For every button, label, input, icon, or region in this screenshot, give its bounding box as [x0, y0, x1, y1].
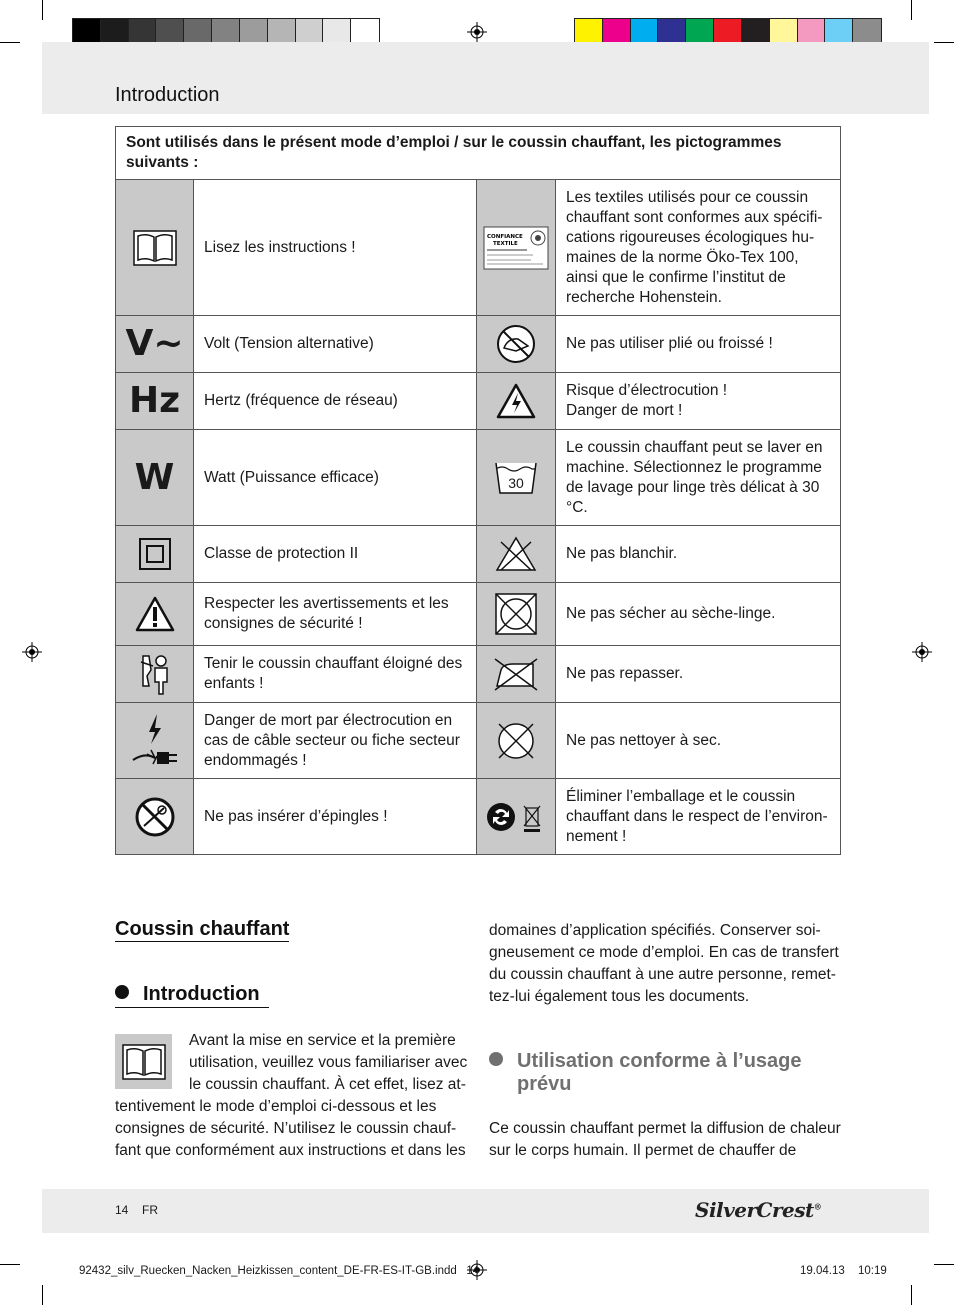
recycle-bin-icon [477, 779, 556, 855]
no-pins-icon [116, 779, 194, 855]
table-cell: Ne pas blanchir. [556, 526, 841, 583]
bullet-icon [115, 985, 129, 999]
language-code: FR [142, 1203, 158, 1217]
table-row [116, 430, 841, 526]
table-cell: Éliminer l’emballage et le coussin chauffant dans le respect de l’environ-nement ! [556, 779, 841, 855]
wash-30-icon [477, 430, 556, 526]
crop-mark [0, 1264, 20, 1265]
table-cell: Classe de protection II [194, 526, 477, 583]
table-cell: Les textiles utilisés pour ce coussin chauffant sont conformes aux spécifi-cations rigoureuses écologiques hu-maines de la norme Öko-Tex 100, ainsi que le confirme l’institut de recherche Hohenstein. [556, 180, 841, 316]
table-cell: Respecter les avertissements et les consignes de sécurité ! [194, 583, 477, 646]
table-cell: Ne pas utiliser plié ou froissé ! [556, 316, 841, 373]
crop-mark [934, 42, 954, 43]
slug-time: 10:19 [858, 1265, 887, 1277]
intro-paragraph: Avant la mise en service et la première utilisation, veuillez vous familiariser avec le coussin chauffant. À cet effet, lisez at- [189, 1032, 468, 1093]
no-iron-icon [477, 646, 556, 703]
svg-text:CONFIANCE: CONFIANCE [487, 233, 523, 240]
file-slug: 92432_silv_Ruecken_Nacken_Heizkissen_content_DE-FR-ES-IT-GB.indd 14 [79, 1265, 480, 1277]
book-icon [116, 180, 194, 316]
hertz-symbol: Hz [116, 373, 194, 430]
oeko-tex-label-icon [477, 180, 556, 316]
crop-mark [42, 0, 43, 20]
crop-mark [0, 42, 20, 43]
watt-symbol: W [116, 430, 194, 526]
usage-heading: Utilisation conforme à l’usage prévu [489, 1050, 844, 1096]
slug-date: 19.04.13 [800, 1265, 845, 1277]
table-cell: Ne pas insérer d’épingles ! [194, 779, 477, 855]
registration-mark-icon [22, 642, 42, 662]
page-number: 14 [115, 1203, 129, 1217]
svg-text:TEXTILE: TEXTILE [493, 240, 518, 247]
protection-class-2-icon [116, 526, 194, 583]
table-row [116, 779, 841, 855]
table-cell: Lisez les instructions ! [194, 180, 477, 316]
table-cell: Ne pas nettoyer à sec. [556, 703, 841, 779]
intro-paragraph-cont-right: domaines d’application spécifiés. Conserver soi- gneusement ce mode d’emploi. En cas de transfert du coussin chauffant à une autre personne, remet- tez-lui également tous les documents. [489, 922, 839, 1005]
table-row [116, 373, 841, 430]
table-cell: Volt (Tension alternative) [194, 316, 477, 373]
usage-paragraph: Ce coussin chauffant permet la diffusion de chaleur sur le corps humain. Il permet de chauffer de [489, 1120, 841, 1159]
crop-mark [42, 1285, 43, 1305]
no-tumble-dry-icon [477, 583, 556, 646]
crop-mark [911, 1285, 912, 1305]
table-cell: Danger de mort par électrocution en cas de câble secteur ou fiche secteur endommagés ! [194, 703, 477, 779]
table-row [116, 180, 841, 316]
electric-shock-warning-icon [477, 373, 556, 430]
registration-mark-icon [467, 22, 487, 42]
bullet-icon [489, 1052, 503, 1066]
damaged-cable-icon [116, 703, 194, 779]
table-cell: Hertz (fréquence de réseau) [194, 373, 477, 430]
section-title: Coussin chauffant [115, 918, 290, 940]
intro-heading: Introduction [115, 983, 269, 1008]
table-row [116, 703, 841, 779]
book-icon [115, 1034, 172, 1089]
table-cell: Le coussin chauffant peut se laver en machine. Sélectionnez le programme de lavage pour linge très délicat à 30 °C. [556, 430, 841, 526]
wash-temperature: 30 [508, 474, 524, 491]
crop-mark [911, 0, 912, 20]
table-row [116, 583, 841, 646]
table-row [116, 526, 841, 583]
table-cell: Risque d’électrocution ! Danger de mort ! [556, 373, 841, 430]
pictogram-table [115, 126, 841, 855]
table-row [116, 316, 841, 373]
table-header: Sont utilisés dans le présent mode d’emploi / sur le coussin chauffant, les pictogrammes suivants : [116, 127, 841, 180]
no-bleach-icon [477, 526, 556, 583]
table-cell: Tenir le coussin chauffant éloigné des enfants ! [194, 646, 477, 703]
intro-paragraph-cont: tentivement le mode d’emploi ci-dessous et les consignes de sécurité. N’utilisez le coussin chauf- fant que conformément aux instructions et dans les [115, 1098, 466, 1159]
volt-symbol: V~ [116, 316, 194, 373]
brand-logo: SilverCrest® [695, 1198, 822, 1222]
registration-mark-icon [912, 642, 932, 662]
table-row [116, 646, 841, 703]
page-title: Introduction [115, 84, 220, 106]
table-cell: Watt (Puissance efficace) [194, 430, 477, 526]
no-fold-icon [477, 316, 556, 373]
keep-away-children-icon [116, 646, 194, 703]
table-cell: Ne pas repasser. [556, 646, 841, 703]
warning-triangle-icon [116, 583, 194, 646]
no-dry-clean-icon [477, 703, 556, 779]
crop-mark [934, 1264, 954, 1265]
table-cell: Ne pas sécher au sèche-linge. [556, 583, 841, 646]
